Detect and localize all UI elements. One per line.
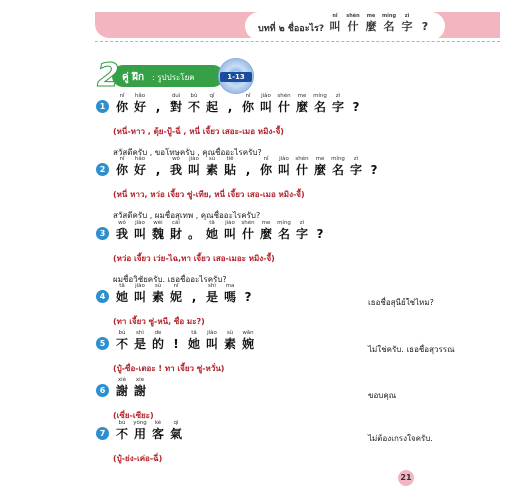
hanzi-unit [221,93,239,114]
hanzi-unit [131,420,149,441]
hanzi: , [227,100,233,114]
hanzi: 麼 [295,100,308,114]
header-divider [95,41,500,42]
pinyin [365,156,383,163]
hanzi: 叫 [133,290,146,304]
hanzi-unit [239,283,257,304]
hanzi-unit [311,156,329,177]
pinyin: me [315,156,325,162]
hanzi-unit [167,420,185,441]
pinyin: jiào [225,220,235,226]
hanzi-unit [257,156,275,177]
pinyin: míng [331,156,345,162]
pinyin: nǐ [119,93,125,99]
pinyin: jiào [135,283,145,289]
hanzi-unit [149,220,167,241]
hanzi: 叫 [329,20,341,33]
hanzi: 叫 [277,163,290,177]
hanzi: 什 [347,20,359,33]
hanzi: ? [352,100,360,114]
hanzi-unit [347,93,365,114]
hanzi: 麼 [259,227,272,241]
hanzi-unit [113,330,131,351]
pinyin [311,220,329,227]
pinyin: me [297,93,307,99]
hanzi-unit [347,156,365,177]
pinyin: wǒ [118,220,126,226]
pinyin: jiào [207,330,217,336]
hanzi: 氣 [169,427,182,441]
hanzi: 是 [133,337,146,351]
hanzi: 財 [169,227,182,241]
hanzi-unit [131,330,149,351]
pinyin: tā [191,330,197,336]
chinese-sentence [113,220,329,241]
pinyin: shì [136,330,144,336]
hanzi-unit [221,220,239,241]
hanzi-unit [293,93,311,114]
hanzi: 什 [277,100,290,114]
hanzi: 她 [115,290,128,304]
hanzi: , [155,163,161,177]
item-number: 2 [96,163,109,176]
hanzi: 名 [383,20,395,33]
pinyin: de [154,330,162,336]
hanzi: 謝 [133,384,146,398]
hanzi: 叫 [223,227,236,241]
hanzi-unit [398,13,416,33]
hanzi: 麼 [365,20,377,33]
pinyin: míng [277,220,291,226]
hanzi-unit [380,13,398,33]
hanzi: 不 [115,337,128,351]
pinyin: sù [208,156,216,162]
hanzi: 叫 [205,337,218,351]
hanzi-unit [185,220,203,241]
hanzi: , [191,290,197,304]
hanzi: 名 [277,227,290,241]
pinyin: bú [118,420,126,426]
hanzi-unit [311,93,329,114]
hanzi-unit [344,13,362,33]
hanzi-unit [167,93,185,114]
item-number: 6 [96,384,109,397]
hanzi: ? [316,227,324,241]
hanzi-unit [167,330,185,351]
pinyin: shén [346,13,360,19]
hanzi-unit [113,377,131,398]
pinyin: tā [119,283,125,289]
hanzi-unit [293,156,311,177]
hanzi-unit [257,93,275,114]
hanzi: 叫 [133,227,146,241]
thai-translation-side: ไม่ต้องเกรงใจครับ. [368,434,433,443]
pinyin [239,156,257,163]
hanzi-unit [326,13,344,33]
hanzi-unit [239,156,257,177]
pinyin: shén [241,220,255,226]
hanzi-unit [131,220,149,241]
hanzi: 魏 [151,227,164,241]
chinese-sentence [113,156,383,177]
pinyin: zì [404,13,410,19]
hanzi-unit [113,156,131,177]
pinyin [185,220,203,227]
pinyin: me [366,13,376,19]
thai-transliteration: (ปู๋-ย่ง-เค่อ-ฉี่) [113,454,163,463]
pinyin: nī [173,283,179,289]
thai-translation: สวัสดีครับ , ขอโทษครับ , คุณชื่ออะไรครับ? [113,148,262,157]
hanzi: ? [244,290,252,304]
item-number: 7 [96,427,109,440]
hanzi-unit [275,220,293,241]
hanzi-unit [113,93,131,114]
pinyin: tiē [226,156,234,162]
hanzi: 字 [295,227,308,241]
hanzi-unit [149,420,167,441]
item-number: 4 [96,290,109,303]
hanzi: 妮 [169,290,182,304]
pinyin: wèi [153,220,163,226]
pinyin: tā [209,220,215,226]
thai-translation: ผมชื่อวิชัยครับ. เธอชื่ออะไรครับ? [113,275,227,284]
hanzi: 她 [187,337,200,351]
hanzi: 好 [133,163,146,177]
hanzi-unit [275,93,293,114]
hanzi: 嗎 [223,290,236,304]
hanzi-unit [257,220,275,241]
hanzi-unit [239,330,257,351]
hanzi-unit [203,220,221,241]
hanzi-unit [185,283,203,304]
section-number: 2 [97,56,120,94]
pinyin: nǐ [332,13,338,19]
hanzi-unit [113,220,131,241]
hanzi-unit [329,156,347,177]
hanzi-unit [149,156,167,177]
pinyin: jiào [279,156,289,162]
thai-transliteration: (หนี่-หาว , ตุ้ย-ปู้-ฉี่ , หนี่ เจี้ยว เสอะ-เมอ หมิง-จื้) [113,127,284,136]
hanzi: 謝 [115,384,128,398]
thai-translation: สวัสดีครับ , ผมชื่อสุเทพ , คุณชื่ออะไรครับ? [113,211,261,220]
lesson-title-chinese [326,13,434,33]
pinyin: zì [353,156,359,162]
pinyin: jiào [189,156,199,162]
hanzi-unit [329,93,347,114]
pinyin: bú [118,330,126,336]
pinyin: nǐ [119,156,125,162]
hanzi-unit [113,283,131,304]
hanzi-unit [185,156,203,177]
pinyin: cái [172,220,180,226]
hanzi-unit [167,283,185,304]
pinyin [221,93,239,100]
hanzi: 名 [331,163,344,177]
hanzi: 素 [205,163,218,177]
hanzi: ? [370,163,378,177]
pinyin: shén [295,156,309,162]
hanzi: 叫 [259,100,272,114]
hanzi-unit [365,156,383,177]
hanzi: 不 [187,100,200,114]
hanzi: 我 [115,227,128,241]
hanzi-unit [239,93,257,114]
item-number: 3 [96,227,109,240]
hanzi: 。 [187,227,200,241]
hanzi-unit [311,220,329,241]
hanzi: 你 [115,163,128,177]
pinyin [167,330,185,337]
hanzi: 是 [205,290,218,304]
hanzi: 不 [115,427,128,441]
pinyin: shén [277,93,291,99]
hanzi: 婉 [241,337,254,351]
hanzi-unit [203,156,221,177]
pinyin: nǐ [263,156,269,162]
chinese-sentence [113,377,149,398]
hanzi: 你 [259,163,272,177]
hanzi-unit [293,220,311,241]
pinyin [185,283,203,290]
pinyin [149,93,167,100]
hanzi-unit [416,13,434,33]
chinese-sentence [113,283,257,304]
hanzi-unit [131,377,149,398]
pinyin: shì [208,283,216,289]
hanzi: 你 [241,100,254,114]
hanzi-unit [113,420,131,441]
hanzi: 貼 [223,163,236,177]
hanzi: 麼 [313,163,326,177]
hanzi-unit [275,156,293,177]
chinese-sentence [113,330,257,351]
hanzi: 叫 [187,163,200,177]
hanzi-unit [131,156,149,177]
audio-track-label: 1-13 [220,72,252,82]
pinyin: zì [299,220,305,226]
pinyin [416,13,434,20]
hanzi-unit [203,283,221,304]
hanzi: 的 [151,337,164,351]
pinyin: me [261,220,271,226]
pinyin: míng [381,13,397,19]
thai-transliteration: (หนี่ หาว, หว่อ เจี้ยว ซู่-เทีย, หนี่ เจี้ยว เสอ-เมอ หมิง-จื้) [113,190,305,199]
hanzi-unit [167,220,185,241]
pinyin [149,156,167,163]
hanzi-unit [221,330,239,351]
hanzi: 好 [133,100,146,114]
hanzi-unit [131,93,149,114]
pinyin: wǒ [172,156,180,162]
hanzi: 她 [205,227,218,241]
pinyin: jiào [261,93,271,99]
pinyin: qǐ [209,93,215,99]
hanzi: 名 [313,100,326,114]
thai-translation-side: เธอชื่อสุนีย์ใช่ไหม? [368,298,434,307]
pinyin [239,283,257,290]
thai-transliteration: (หว่อ เจี้ยว เว่ย-ไฉ,ทา เจี้ยว เสอ-เมอะ หมิง-จื้) [113,254,275,263]
page-number: 21 [398,470,414,486]
pinyin: míng [313,93,327,99]
thai-translation-side: ไม่ใช่ครับ. เธอชื่อสุวรรณ [368,345,455,354]
hanzi: 用 [133,427,146,441]
pinyin [347,93,365,100]
hanzi-unit [362,13,380,33]
hanzi: 對 [169,100,182,114]
hanzi: 素 [223,337,236,351]
hanzi-unit [149,330,167,351]
hanzi-unit [239,220,257,241]
hanzi: 我 [169,163,182,177]
hanzi-unit [167,156,185,177]
hanzi: , [245,163,251,177]
hanzi: 你 [115,100,128,114]
section-label: คู่ ฝึก [122,72,145,83]
pinyin: sù [154,283,162,289]
pinyin: ma [225,283,235,289]
hanzi: 素 [151,290,164,304]
pinyin: xiè [117,377,127,383]
hanzi: , [155,100,161,114]
hanzi-unit [149,93,167,114]
pinyin: sù [226,330,234,336]
hanzi-unit [203,330,221,351]
hanzi-unit [149,283,167,304]
thai-transliteration: (ปู๋-ซื่อ-เตอะ ! ทา เจี้ยว ซู่-หวั่น) [113,364,225,373]
thai-transliteration: (เซี่ย-เซียะ) [113,411,154,420]
hanzi: 字 [349,163,362,177]
pinyin: qì [173,420,179,426]
chinese-sentence [113,420,185,441]
pinyin: zì [335,93,341,99]
hanzi-unit [221,156,239,177]
hanzi: ! [173,337,179,351]
pinyin: yòng [133,420,147,426]
thai-transliteration: (ทา เจี้ยว ซู่-หนี, ซื่อ มะ?) [113,317,205,326]
lesson-title-thai: บทที่ ๒ ชื่ออะไร? [258,24,325,34]
hanzi-unit [185,93,203,114]
pinyin: bù [190,93,198,99]
hanzi-unit [185,330,203,351]
pinyin: hǎo [134,156,146,162]
hanzi-unit [203,93,221,114]
pinyin: nǐ [245,93,251,99]
hanzi: 起 [205,100,218,114]
thai-translation-side: ขอบคุณ [368,391,397,400]
hanzi: 字 [401,20,413,33]
hanzi: 什 [295,163,308,177]
pinyin: wǎn [242,330,254,336]
hanzi: ? [421,20,429,33]
hanzi: 客 [151,427,164,441]
pinyin: kè [154,420,162,426]
chinese-sentence [113,93,365,114]
hanzi-unit [131,283,149,304]
pinyin: jiào [135,220,145,226]
pinyin: duì [171,93,181,99]
item-number: 1 [96,100,109,113]
pinyin: hǎo [134,93,146,99]
hanzi: 字 [331,100,344,114]
pinyin: xie [135,377,145,383]
hanzi: 什 [241,227,254,241]
item-number: 5 [96,337,109,350]
section-subtitle: : รูปประโยค [152,73,195,82]
hanzi-unit [221,283,239,304]
